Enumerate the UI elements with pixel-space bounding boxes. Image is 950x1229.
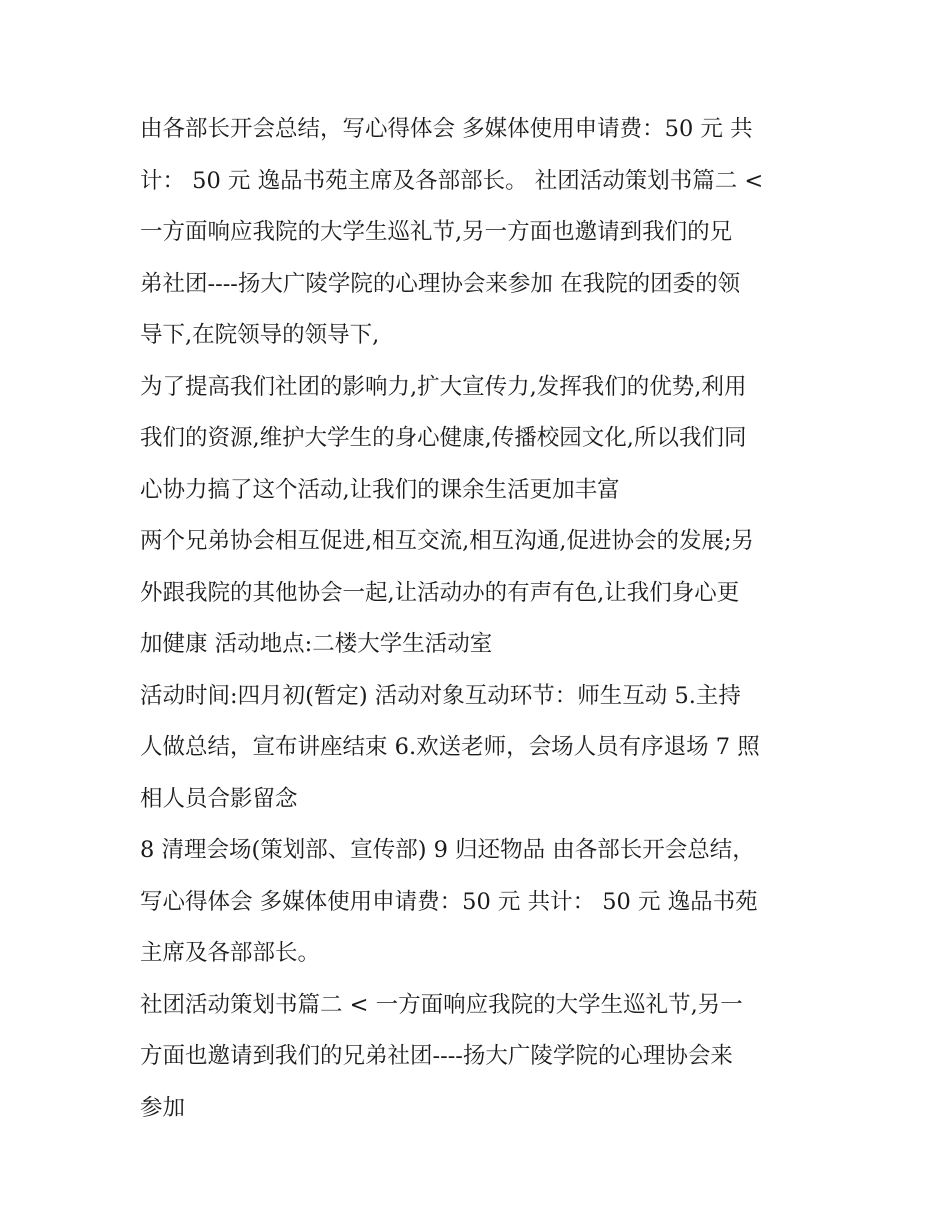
paragraph-5: 8 清理会场(策划部、宣传部) 9 归还物品 由各部长开会总结， 写心得体会 多媒体使用申请费：50 元 共计： 50 元 逸品书苑 主席及各部部长。 bbox=[140, 837, 758, 966]
paragraph-4: 活动时间:四月初(暂定) 活动对象互动环节：师生互动 5.主持 人做总结，宣布讲座结束 6.欢送老师，会场人员有序退场 7 照 相人员合影留念 bbox=[140, 682, 760, 812]
paragraph-1: 由各部长开会总结，写心得体会 多媒体使用申请费：50 元 共 计： 50 元 逸品书苑主席及各部部长。 社团活动策划书篇二 < 一方面响应我院的大学生巡礼节,另一方面也邀请到我们的兄 弟社团----扬大广陵学院的心理协会来参加 在我院的团委的领 导下,在院领导的领导下, bbox=[140, 116, 764, 348]
paragraph-3: 两个兄弟协会相互促进,相互交流,相互沟通,促进协会的发展;另 外跟我院的其他协会一起,让活动办的有声有色,让我们身心更 加健康 活动地点:二楼大学生活动室 bbox=[140, 528, 755, 657]
paragraph-2: 为了提高我们社团的影响力,扩大宣传力,发挥我们的优势,利用 我们的资源,维护大学生的身心健康,传播校园文化,所以我们同 心协力搞了这个活动,让我们的课余生活更加丰富 bbox=[140, 373, 747, 503]
paragraph-6: 社团活动策划书篇二 < 一方面响应我院的大学生巡礼节,另一 方面也邀请到我们的兄弟社团----扬大广陵学院的心理协会来 参加 bbox=[140, 991, 743, 1121]
document-body bbox=[140, 104, 820, 1134]
